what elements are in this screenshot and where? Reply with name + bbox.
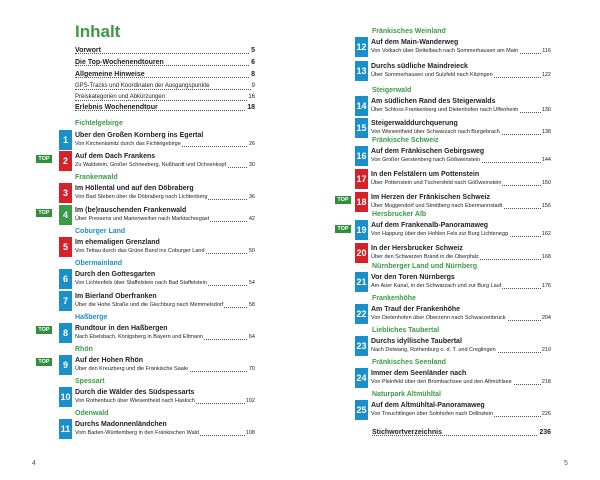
top-badge: TOP	[335, 225, 351, 233]
tour-number: 18	[355, 192, 368, 212]
tour-page: 218	[541, 379, 551, 385]
tour-page: 204	[541, 315, 551, 321]
tour-entry-9[interactable]	[59, 355, 255, 377]
region-obermainland: Obermainland	[75, 260, 123, 267]
tour-page: 108	[245, 430, 255, 436]
region-frankenwald: Frankenwald	[75, 174, 118, 181]
tour-subtitle: Von Tettau durch das Grüne Band ins Coburger Land	[75, 248, 205, 254]
tour-subtitle: Über Muggendorf und Streitberg nach Ebermannstadt	[371, 203, 503, 209]
tour-number: 5	[59, 237, 72, 257]
tour-entry-6[interactable]	[59, 269, 255, 291]
tour-subtitle: Über Pottenstein und Tüchersfeld nach Gößweinstein	[371, 180, 502, 186]
region-nuernberger-land: Nürnberger Land und Nürnberg	[372, 263, 477, 270]
tour-entry-3[interactable]	[59, 183, 255, 205]
tour-page: 50	[248, 248, 255, 254]
tour-subtitle: Vom Baden-Württemberg in den Fränkischen Wald	[75, 430, 199, 436]
tour-title: Steigerwalddurchquerung	[371, 120, 458, 127]
tour-subtitle: Von Happurg über den Hohlen Fels zur Burg Lichtenegg	[371, 231, 508, 237]
front-matter-erlebnis[interactable]: Erlebnis Wochenendtour 18	[75, 104, 255, 111]
tour-entry-7[interactable]	[59, 291, 255, 313]
front-matter-vorwort[interactable]: Vorwort 5	[75, 47, 255, 54]
region-odenwald: Odenwald	[75, 410, 109, 417]
tour-subtitle: Von Lichtenfels über Staffelstein nach Bad Staffelstein	[75, 280, 207, 286]
tour-subtitle: Über den Schwarzen Brand in die Oberpfalz	[371, 254, 479, 260]
tour-number: 19	[355, 220, 368, 240]
region-altmuehltal: Naturpark Altmühltal	[372, 391, 441, 398]
front-matter-gps[interactable]: GPS-Tracks und Koordinaten der Ausgangspunkte 9	[75, 83, 255, 89]
tour-subtitle: Von Treuchtlingen über Solnhofen nach Dollnstein	[371, 411, 494, 417]
tour-subtitle: Von Wiesentheid über Schwarzach nach Burgebrach	[371, 129, 500, 135]
tour-subtitle: Von Volkach über Dettelbach nach Sommerhausen am Main	[371, 48, 519, 54]
tour-number: 20	[355, 243, 368, 263]
tour-number: 12	[355, 37, 368, 57]
tour-page: 130	[541, 107, 551, 113]
tour-subtitle: Von Dietenhofen über Oberzenn nach Schwarzenbruck	[371, 315, 506, 321]
tour-entry-14[interactable]	[355, 96, 551, 118]
tour-entry-23[interactable]	[355, 336, 551, 358]
tour-number: 7	[59, 291, 72, 311]
tour-subtitle: Nach Ebelsbach, Königsberg in Bayern und Eltmann	[75, 334, 204, 340]
tour-page: 64	[248, 334, 255, 340]
tour-number: 23	[355, 336, 368, 356]
tour-title: Im ehemaligen Grenzland	[75, 239, 160, 246]
tour-entry-16[interactable]	[355, 146, 551, 168]
tour-entry-2[interactable]	[59, 151, 255, 173]
tour-subtitle: Von Pleinfeld über den Brombachsee und den Altmühlsee	[371, 379, 512, 385]
tour-title: In der Hersbrucker Schweiz	[371, 245, 463, 252]
top-badge: TOP	[36, 358, 52, 366]
index-link[interactable]: Stichwortverzeichnis 236	[372, 429, 551, 436]
tour-title: Rundtour in den Haßbergen	[75, 325, 168, 332]
tour-page: 210	[541, 347, 551, 353]
tour-title: Über den Großen Kornberg ins Egertal	[75, 132, 204, 139]
tour-title: Im Höllental und auf den Döbraberg	[75, 185, 194, 192]
tour-entry-25[interactable]	[355, 400, 551, 422]
tour-title: Im Herzen der Fränkischen Schweiz	[371, 194, 491, 201]
page-number-right: 5	[564, 460, 568, 467]
tour-entry-19[interactable]	[355, 220, 551, 242]
right-page	[300, 0, 600, 480]
tour-number: 25	[355, 400, 368, 420]
tour-number: 14	[355, 96, 368, 116]
tour-subtitle: Über Pressens und Marienweiher nach Marktschorgast	[75, 216, 210, 222]
tour-title: Auf dem Altmühltal-Panoramaweg	[371, 402, 485, 409]
tour-page: 54	[248, 280, 255, 286]
tour-number: 11	[59, 419, 72, 439]
tour-title: Durch die Wälder des Südspessarts	[75, 389, 195, 396]
tour-subtitle: Über die Hohe Straße und die Giechburg nach Memmelsdorf	[75, 302, 224, 308]
region-taubertal: Liebliches Taubertal	[372, 327, 440, 334]
tour-title: Durchs südliche Maindreieck	[371, 63, 468, 70]
front-matter-top-tours[interactable]: Die Top-Wochenendtouren 6	[75, 59, 255, 66]
region-fraenkische-schweiz: Fränkische Schweiz	[372, 137, 439, 144]
tour-number: 13	[355, 61, 368, 81]
tour-page: 70	[248, 366, 255, 372]
region-coburger-land: Coburger Land	[75, 228, 126, 235]
tour-entry-1[interactable]	[59, 130, 255, 152]
top-badge: TOP	[335, 196, 351, 204]
tour-entry-5[interactable]	[59, 237, 255, 259]
tour-subtitle: Zu Waldstein, Großer Schneeberg, Nußhardt und Ochsenkopf	[75, 162, 227, 168]
tour-page: 176	[541, 283, 551, 289]
tour-subtitle: Über Schloss Frankenberg und Dietenhofen nach Uffenheim	[371, 107, 519, 113]
front-matter-hinweise[interactable]: Allgemeine Hinweise 8	[75, 71, 255, 78]
tour-title: Am südlichen Rand des Steigerwalds	[371, 98, 496, 105]
tour-subtitle: Am Auer Kanal, in der Schwarzach und zur Burg Lauf	[371, 283, 502, 289]
tour-title: Im Bierland Oberfranken	[75, 293, 157, 300]
tour-entry-4[interactable]	[59, 205, 255, 227]
region-spessart: Spessart	[75, 378, 105, 385]
region-steigerwald: Steigerwald	[372, 87, 412, 94]
tour-number: 1	[59, 130, 72, 150]
toc-title: Inhalt	[75, 22, 121, 41]
region-seenland: Fränkisches Seenland	[372, 359, 446, 366]
tour-subtitle: Über Sommerhausen und Sulzfeld nach Kitzingen	[371, 72, 493, 78]
tour-entry-13[interactable]	[355, 61, 551, 83]
tour-number: 24	[355, 368, 368, 388]
tour-title: Im (be)rauschenden Frankenwald	[75, 207, 187, 214]
tour-page: 30	[248, 162, 255, 168]
tour-number: 9	[59, 355, 72, 375]
tour-entry-8[interactable]	[59, 323, 255, 345]
tour-page: 116	[542, 48, 551, 54]
tour-number: 6	[59, 269, 72, 289]
tour-entry-22[interactable]	[355, 304, 551, 326]
tour-title: Am Trauf der Frankenhöhe	[371, 306, 461, 313]
tour-number: 21	[355, 272, 368, 292]
tour-number: 10	[59, 387, 72, 407]
tour-page: 226	[541, 411, 551, 417]
tour-subtitle: Von Kirchenlamitz durch das Fichtelgebirge	[75, 141, 181, 147]
page-number-left: 4	[32, 460, 36, 467]
tour-entry-12[interactable]	[355, 37, 551, 59]
tour-title: Auf der Hohen Rhön	[75, 357, 144, 364]
front-matter-preise[interactable]: Preiskategorien und Abkürzungen 16	[75, 94, 255, 100]
top-badge: TOP	[36, 155, 52, 163]
tour-number: 17	[355, 169, 368, 189]
tour-page: 122	[541, 72, 551, 78]
tour-page: 168	[541, 254, 551, 260]
tour-subtitle: Nach Detwang, Rothenburg o. d. T. und Creglingen	[371, 347, 496, 353]
tour-subtitle: Von Bad Steben über die Döbraberg nach Lichtenberg	[75, 194, 208, 200]
tour-page: 150	[541, 180, 551, 186]
tour-page: 156	[541, 203, 551, 209]
region-frankenhoehe: Frankenhöhe	[372, 295, 416, 302]
region-fichtelgebirge: Fichtelgebirge	[75, 120, 123, 127]
tour-entry-24[interactable]	[355, 368, 551, 390]
tour-subtitle: Von Großer Gerstenberg nach Gößweinstein	[371, 157, 481, 163]
tour-title: Durchs idyllische Taubertal	[371, 338, 462, 345]
tour-number: 2	[59, 151, 72, 171]
tour-entry-10[interactable]	[59, 387, 255, 409]
tour-page: 138	[541, 129, 551, 135]
tour-title: Durchs Madonnenländchen	[75, 421, 167, 428]
tour-title: Immer dem Seenländer nach	[371, 370, 467, 377]
tour-title: Auf dem Fränkischen Gebirgsweg	[371, 148, 485, 155]
tour-title: Vor den Toren Nürnbergs	[371, 274, 455, 281]
region-hersbrucker-alb: Hersbrucker Alb	[372, 211, 427, 218]
tour-number: 3	[59, 183, 72, 203]
tour-title: Auf dem Dach Frankens	[75, 153, 156, 160]
tour-page: 36	[248, 194, 255, 200]
tour-page: 58	[248, 302, 255, 308]
top-badge: TOP	[36, 209, 52, 217]
tour-number: 16	[355, 146, 368, 166]
region-rhoen: Rhön	[75, 346, 93, 353]
tour-title: In den Felstälern um Pottenstein	[371, 171, 480, 178]
region-hassberge: Haßberge	[75, 314, 108, 321]
tour-number: 22	[355, 304, 368, 324]
tour-page: 162	[541, 231, 551, 237]
tour-entry-21[interactable]	[355, 272, 551, 294]
top-badge: TOP	[36, 326, 52, 334]
tour-number: 8	[59, 323, 72, 343]
tour-subtitle: Über den Kreuzberg und die Fränkische Saale	[75, 366, 189, 372]
tour-page: 144	[541, 157, 551, 163]
tour-page: 102	[245, 398, 255, 404]
tour-number: 4	[59, 205, 72, 225]
tour-page: 26	[248, 141, 255, 147]
region-weinland: Fränkisches Weinland	[372, 28, 446, 35]
tour-number: 15	[355, 118, 368, 138]
tour-page: 42	[248, 216, 255, 222]
tour-title: Durch den Gottesgarten	[75, 271, 156, 278]
tour-subtitle: Von Rothenbuch über Wiesentheid nach Hasloch	[75, 398, 195, 404]
tour-title: Auf dem Frankenalb-Panoramaweg	[371, 222, 489, 229]
tour-entry-17[interactable]	[355, 169, 551, 191]
tour-entry-11[interactable]	[59, 419, 255, 441]
tour-title: Auf dem Main-Wanderweg	[371, 39, 459, 46]
